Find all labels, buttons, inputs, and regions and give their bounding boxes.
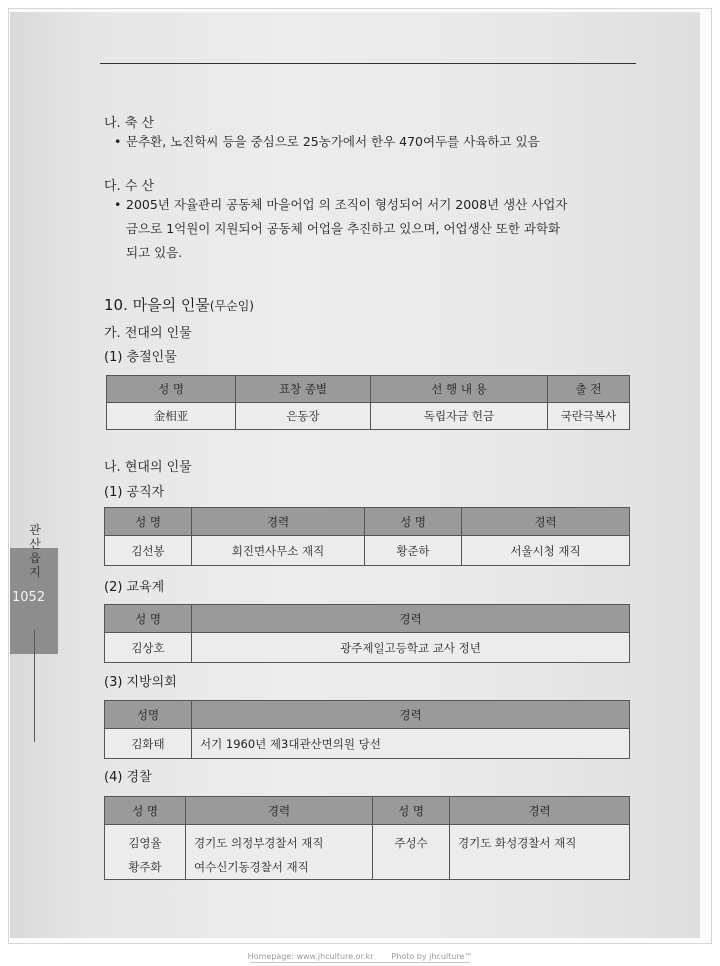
header-rule <box>100 63 636 64</box>
col-career: 경력 <box>450 797 630 825</box>
cell-deed: 독립자금 헌금 <box>371 403 548 430</box>
table-row <box>105 825 630 880</box>
col-name: 성 명 <box>373 797 450 825</box>
fishery-text <box>114 193 646 265</box>
table-row <box>107 403 630 430</box>
livestock-text <box>114 130 626 154</box>
cell-careers <box>186 825 373 880</box>
cell-name: 김선봉 <box>105 536 192 566</box>
col-name: 성 명 <box>105 508 192 536</box>
cell-source: 국란극복사 <box>548 403 630 430</box>
person-name: 황주화 <box>128 860 162 874</box>
col-name: 성 명 <box>107 376 236 403</box>
photo-credit: Photo by jhculture™ <box>391 952 473 961</box>
col-career: 경력 <box>192 508 365 536</box>
cell-names <box>105 825 186 880</box>
council-table <box>104 700 630 759</box>
police-table <box>104 796 630 880</box>
cell-career: 경기도 화성경찰서 재직 <box>450 825 630 880</box>
fishery-heading: 다. 수 산 <box>104 179 155 194</box>
homepage-text: Homepage: www.jhculture.or.kr <box>247 952 374 961</box>
col-award: 표창 종별 <box>236 376 371 403</box>
education-table <box>104 604 630 663</box>
cell-name: 김상호 <box>105 633 192 663</box>
cell-career: 서기 1960년 제3대관산면의원 당선 <box>192 729 630 759</box>
cell-name: 김화태 <box>105 729 192 759</box>
council-subheading: (3) 지방의회 <box>104 675 177 690</box>
footer-rule <box>250 962 470 963</box>
book-title: 관산읍지 <box>29 523 41 579</box>
cell-career: 광주제일고등학교 교사 정년 <box>192 633 630 663</box>
cell-name: 金相亚 <box>107 403 236 430</box>
col-career: 경력 <box>462 508 630 536</box>
col-name: 성 명 <box>105 797 186 825</box>
person-career: 여수신기동경찰서 재직 <box>194 860 309 874</box>
col-name: 성 명 <box>105 605 192 633</box>
col-career: 경력 <box>186 797 373 825</box>
col-career: 경력 <box>192 605 630 633</box>
education-subheading: (2) 교육계 <box>104 580 165 595</box>
bullet: • <box>114 197 122 212</box>
cell-name: 주성수 <box>373 825 450 880</box>
cell-award: 은동장 <box>236 403 371 430</box>
livestock-heading: 나. 축 산 <box>104 116 155 131</box>
col-source: 출 전 <box>548 376 630 403</box>
bullet: • <box>114 134 122 149</box>
modern-heading: 나. 현대의 인물 <box>104 460 192 475</box>
past-heading: 가. 전대의 인물 <box>104 326 192 341</box>
table-row <box>105 633 630 663</box>
side-rule <box>34 630 35 742</box>
people-heading <box>104 294 254 315</box>
table-row <box>105 536 630 566</box>
fishery-line-3: 되고 있음. <box>126 245 183 260</box>
loyalty-table <box>106 375 630 430</box>
cell-career: 서울시청 재직 <box>462 536 630 566</box>
page-number: 1052 <box>12 590 46 605</box>
police-subheading: (4) 경찰 <box>104 770 152 785</box>
col-name: 성명 <box>105 701 192 729</box>
person-name: 김영율 <box>128 836 162 850</box>
fishery-line-1: 2005년 자율관리 공동체 마을어업 의 조직이 형성되어 서기 2008년 생산 사업자 <box>126 197 568 212</box>
cell-name: 황준하 <box>365 536 462 566</box>
officials-subheading: (1) 공직자 <box>104 485 165 500</box>
col-career: 경력 <box>192 701 630 729</box>
people-heading-suffix: (무순임) <box>209 299 254 313</box>
livestock-line: 문추환, 노진학씨 등을 중심으로 25농가에서 한우 470여두를 사육하고 있음 <box>126 134 540 149</box>
people-heading-text: 10. 마을의 인물 <box>104 296 210 314</box>
loyalty-subheading: (1) 충절인물 <box>104 350 177 365</box>
fishery-line-2: 금으로 1억원이 지원되어 공동체 어업을 추진하고 있으며, 어업생산 또한 과학화 <box>126 221 561 236</box>
footer <box>0 952 720 961</box>
person-career: 경기도 의정부경찰서 재직 <box>194 836 324 850</box>
col-name: 성 명 <box>365 508 462 536</box>
table-row <box>105 729 630 759</box>
col-deed: 선 행 내 용 <box>371 376 548 403</box>
officials-table <box>104 507 630 566</box>
cell-career: 회진면사무소 재직 <box>192 536 365 566</box>
